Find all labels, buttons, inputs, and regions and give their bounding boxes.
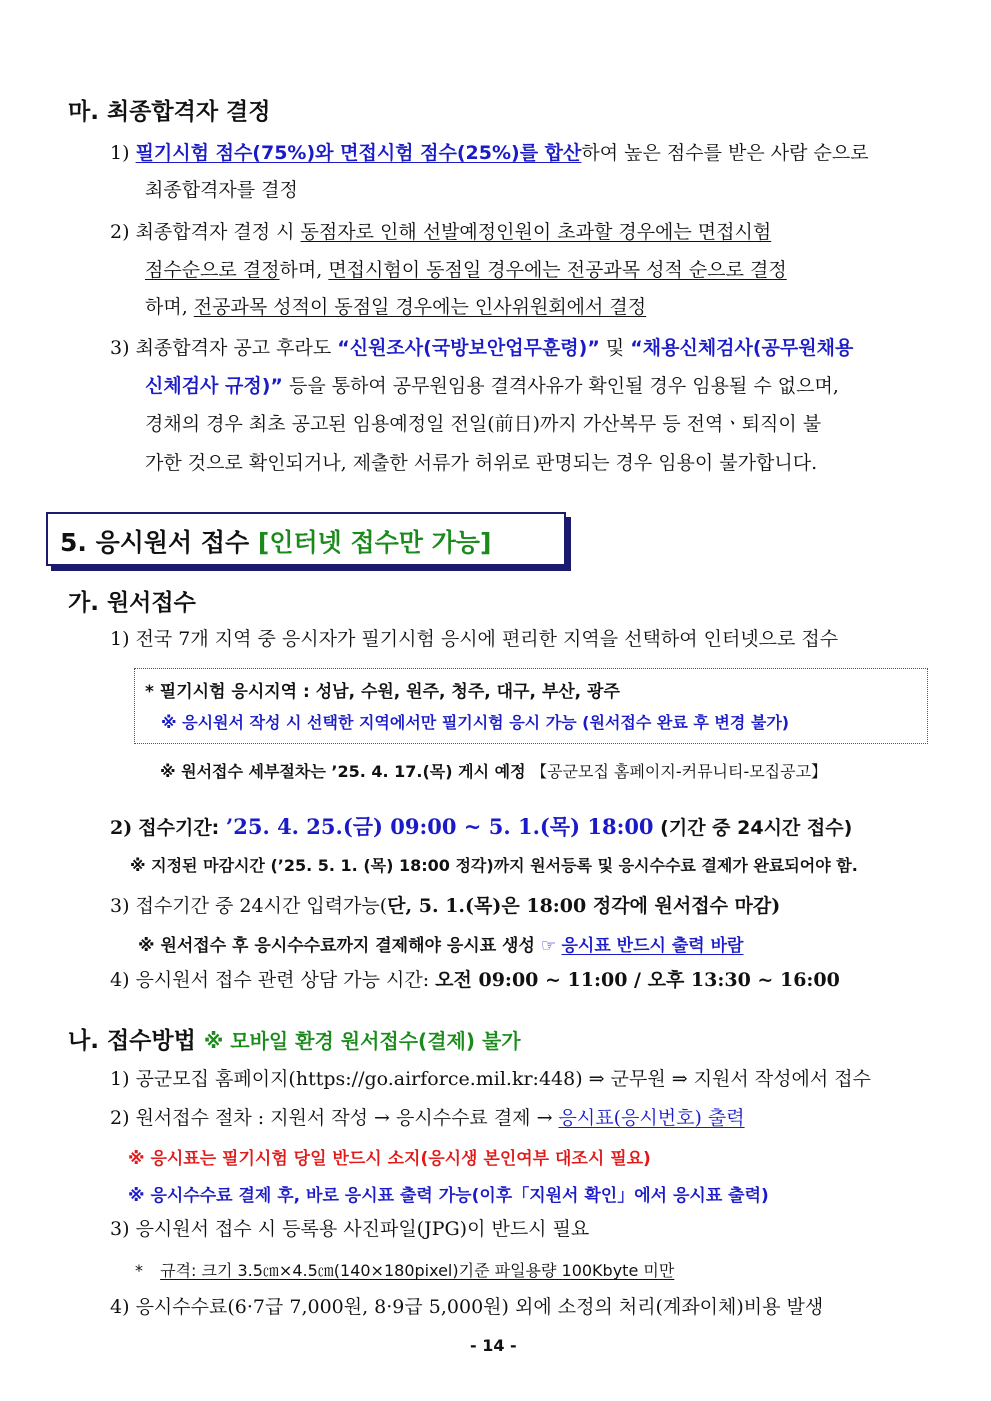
ma-item3-line1 [110,336,853,360]
exam-region-box [134,668,928,744]
section-na-mobile-note: ※ 모바일 환경 원서접수(결제) 불가 [203,1029,521,1053]
ga-item3-bold: 단, 5. 1.(목)은 18:00 정각에 원서접수 마감) [387,895,781,917]
ma-item2-text: 최종합격자 결정 시 [135,221,301,243]
ma-item1-line1 [110,141,869,165]
ga-notice [160,759,827,782]
ga-item1-text: 전국 7개 지역 중 응시자가 필기시험 응시에 편리한 지역을 선택하여 인터넷으로 접수 [135,628,839,650]
ma-item3-and: 및 [599,337,631,359]
ga-item3 [110,894,780,918]
ga-item3-text: 접수기간 중 24시간 입력가능( [135,895,388,917]
ma-item2-line3 [145,295,646,319]
ga-item4 [110,968,840,992]
section-ma-heading: 마. 최종합격자 결정 [68,99,271,125]
exam-region-line: * 필기시험 응시지역 : 성남, 수원, 원주, 청주, 대구, 부산, 광주 [145,682,620,702]
ga-item4-hours: 오전 09:00 ~ 11:00 / 오후 13:30 ~ 16:00 [435,969,840,991]
na-item3-num: 3) [110,1218,130,1240]
ga-item4-num: 4) [110,969,130,991]
photo-spec: 규격: 크기 3.5㎝×4.5㎝(140×180pixel)기준 파일용량 100Kbyte 미만 [160,1261,675,1280]
section5-title-note: [인터넷 접수만 가능] [257,528,492,557]
ma-item2-text2: 하며, [279,259,329,281]
na-item3-text: 응시원서 접수 시 등록용 사진파일(JPG)이 반드시 필요 [135,1218,590,1240]
ga-item2-label: 접수기간: [138,817,226,839]
ma-item2-underline: 동점자로 인해 선발예정인원이 초과할 경우에는 면접시험 [300,221,772,243]
ma-item2-underline2: 점수순으로 결정 [145,259,280,281]
spec-star: * [135,1261,143,1280]
ga-item2-num: 2) [110,817,133,839]
ga-notice-path: 【공군모집 홈페이지-커뮤니티-모집공고】 [531,762,828,781]
ga-item2-note: ※ 지정된 마감시간 (’25. 5. 1. (목) 18:00 정각)까지 원서등록 및 응시수수료 결제가 완료되어야 함. [130,856,858,875]
page-number: - 14 - [470,1336,517,1355]
exam-region-note: ※ 응시원서 작성 시 선택한 지역에서만 필기시험 응시 가능 (원서접수 완료 후 변경 불가) [161,713,790,732]
ma-item3-text: 최종합격자 공고 후라도 [135,337,338,359]
ga-item3-note [138,931,743,956]
ma-item2-line1 [110,220,771,244]
section5-title-box [46,512,566,566]
ma-item3-line2 [145,374,839,398]
ma-item2-line2 [145,258,787,282]
na-item4-text: 응시수수료(6·7급 7,000원, 8·9급 5,000원) 외에 소정의 처리(계좌이체)비용 발생 [135,1296,824,1318]
na-item2-red-note: ※ 응시표는 필기시험 당일 반드시 소지(응시생 본인여부 대조시 필요) [128,1149,651,1169]
ga-item1-num: 1) [110,628,130,650]
na-item4 [110,1295,823,1319]
na-item1-text: 공군모집 홈페이지(https://go.airforce.mil.kr:448) ⇒ 군무원 ⇒ 지원서 작성에서 접수 [135,1068,871,1090]
na-item2-num: 2) [110,1107,130,1129]
section-na-heading [68,1022,521,1055]
ma-item3-line4: 가한 것으로 확인되거나, 제출한 서류가 허위로 판명되는 경우 임용이 불가합니다. [145,452,818,474]
pointing-hand-icon: ☞ [540,936,562,956]
ma-item2-text3: 하며, [145,296,194,318]
ga-item3-num: 3) [110,895,130,917]
na-item2-blue-note: ※ 응시수수료 결제 후, 바로 응시표 출력 가능(이후「지원서 확인」에서 응시표 출력) [128,1186,769,1206]
ga-item3-note-bold: ※ 원서접수 후 응시수수료까지 결제해야 응시표 생성 [138,936,541,956]
ga-item1 [110,627,838,651]
ma-item1-line2: 최종합격자를 결정 [145,179,298,201]
print-ticket-reminder: 응시표 반드시 출력 바람 [561,936,744,956]
na-item3 [110,1217,589,1241]
ma-item3-bold3: 신체검사 규정)” [145,375,283,397]
section5-title [60,523,491,559]
ma-item1-rest: 하여 높은 점수를 받은 사람 순으로 [581,142,869,164]
ga-item2 [110,815,852,840]
ma-item1-num: 1) [110,142,130,164]
na-item1-num: 1) [110,1068,130,1090]
ma-item3-line3: 경채의 경우 최초 공고된 임용예정일 전일(前日)까지 가산복무 등 전역ㆍ퇴직이 불 [145,413,822,435]
ma-item2-underline3: 면접시험이 동점일 경우에는 전공과목 성적 순으로 결정 [328,259,787,281]
ga-item2-suffix: (기간 중 24시간 접수) [653,817,853,839]
section-ga-heading: 가. 원서접수 [68,590,196,616]
na-item2 [110,1106,745,1130]
na-item1 [110,1067,871,1091]
na-item4-num: 4) [110,1296,130,1318]
ma-item3-bold2: “채용신체검사(공무원채용 [630,337,854,359]
ma-item3-bold1: “신원조사(국방보안업무훈령)” [337,337,600,359]
ma-item2-underline4: 전공과목 성적이 동점일 경우에는 인사위원회에서 결정 [193,296,647,318]
na-item3-spec [135,1258,674,1281]
section-na-heading-text: 나. 접수방법 [68,1028,204,1054]
na-item2-text: 원서접수 절차 : 지원서 작성 → 응시수수료 결제 → [135,1107,559,1129]
ma-item3-num: 3) [110,337,130,359]
ga-notice-bold: ※ 원서접수 세부절차는 ’25. 4. 17.(목) 게시 예정 [160,762,532,781]
ga-item2-period: ’25. 4. 25.(금) 09:00 ~ 5. 1.(목) 18:00 [225,814,654,839]
ma-item1-highlight: 필기시험 점수(75%)와 면접시험 점수(25%)를 합산 [135,142,582,164]
ma-item2-num: 2) [110,221,130,243]
ma-item3-text2: 등을 통하여 공무원임용 결격사유가 확인될 경우 임용될 수 없으며, [282,375,839,397]
section5-title-text: 5. 응시원서 접수 [60,528,258,557]
ga-item4-text: 응시원서 접수 관련 상담 가능 시간: [135,969,436,991]
na-item2-ticket-link: 응시표(응시번호) 출력 [558,1107,745,1129]
